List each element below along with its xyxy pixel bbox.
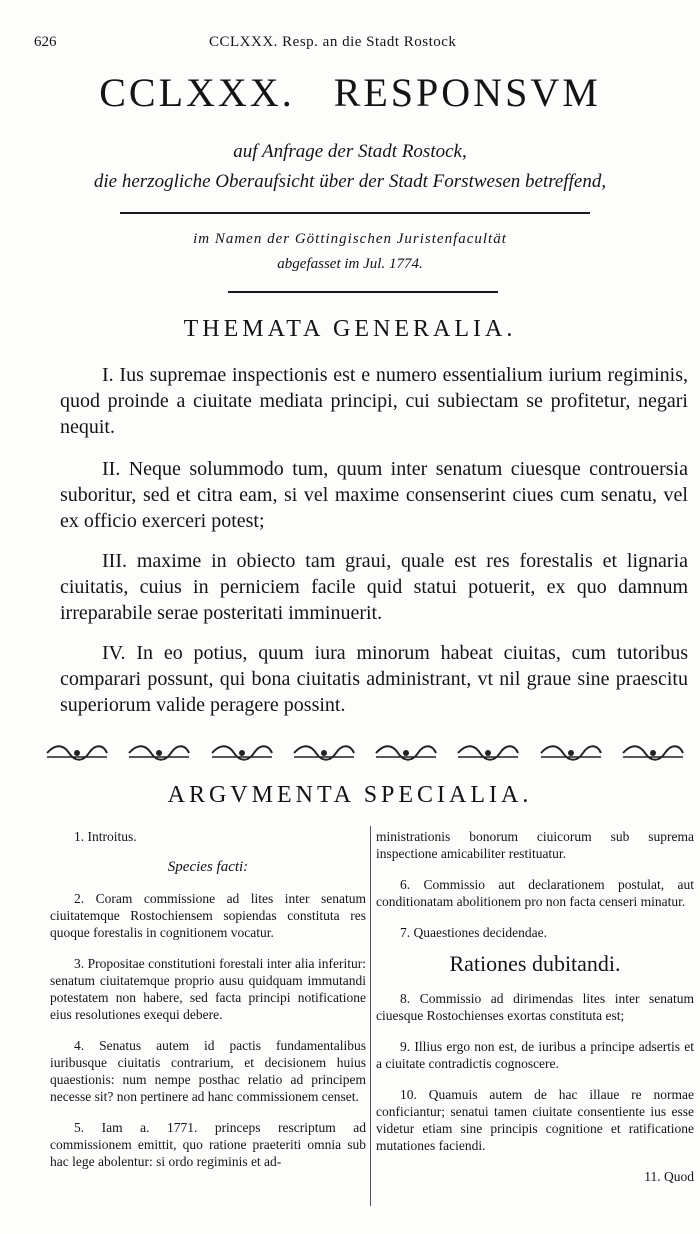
scroll-ornament-icon <box>456 742 520 764</box>
thesis-4 <box>60 640 688 718</box>
paragraph-10: 10. Quamuis autem de hac illaue re normae conficiantur; senatui tamen ciuitate consentiente ius esse videtur etiam sine principis cognitione et ratificatione mutationes faciendi. <box>376 1087 694 1153</box>
paragraph-8: 8. Commissio ad dirimendas lites inter senatum ciuesque Rostochienses exortas constituta est; <box>376 991 694 1023</box>
scroll-ornament-icon <box>45 742 109 764</box>
paragraph-9: 9. Illius ergo non est, de iuribus a principe adsertis et a ciuitate contradictis cognoscere. <box>376 1039 694 1071</box>
right-column <box>376 828 694 1185</box>
left-column <box>50 828 366 1184</box>
ornamental-border <box>45 740 685 766</box>
running-head <box>34 34 640 56</box>
scroll-ornament-icon <box>539 742 603 764</box>
paragraph-2: 2. Coram commissione ad lites inter senatum ciuitatemque Rostochiensem sopiendas constituta res quoque forestalis in cognitionem vocatur. <box>50 891 366 940</box>
thesis-1 <box>60 362 688 440</box>
thesis-number: I. <box>102 364 114 386</box>
thesis-number: IV. <box>102 642 126 664</box>
scroll-ornament-icon <box>374 742 438 764</box>
page-number: 626 <box>34 34 57 50</box>
paragraph-7: 7. Quaestiones decidendae. <box>400 925 547 940</box>
thesis-text: Neque solummodo tum, quum inter senatum ciuesque controuersia suboritur, sed et citra eam, si vel maxime consenserint ciues cum senatu, vel ex officio exerceri potest; <box>60 458 688 532</box>
argumenta-heading: ARGVMENTA SPECIALIA. <box>167 782 533 808</box>
scroll-ornament-icon <box>127 742 191 764</box>
paragraph-1: 1. Introitus. <box>74 829 137 844</box>
rationes-dubitandi-heading: Rationes dubitandi. <box>449 951 621 976</box>
scroll-ornament-icon <box>210 742 274 764</box>
thesis-text: In eo potius, quum iura minorum habeat ciuitas, cum tutoribus comparari possunt, qui bona ciuitatis administrant, vt nil graue sine praescitu superiorum valide peragere possint. <box>60 642 688 716</box>
paragraph-5: 5. Iam a. 1771. princeps rescriptum ad commissionem emittit, quo ratione praeteriti omnia sub hac lege abolentur: si ordo regiminis et ad- <box>50 1120 366 1169</box>
paragraph-6: 6. Commissio aut declarationem postulat, aut conditionatam abolitionem pro non facta censeri minatur. <box>376 877 694 909</box>
thesis-3 <box>60 548 688 626</box>
species-facti-label: Species facti: <box>167 859 249 875</box>
scroll-ornament-icon <box>292 742 356 764</box>
paragraph-4: 4. Senatus autem id pactis fundamentalibus iuribusque ciuitatis contrarium, et decisionem huius quaestionis: num nempe posthac relatio ad principem necesse sit? non pertinere ad hanc commissionem censet. <box>50 1038 366 1104</box>
catchword: 11. Quod <box>644 1169 694 1184</box>
title-rule <box>120 212 590 214</box>
thesis-2 <box>60 456 688 534</box>
thesis-text: maxime in obiecto tam graui, quale est res forestalis et lignaria ciuitatis, cuius in perniciem facile quid statui potuerit, ex quo damnum irreparabile serae posteritati imminuerit. <box>60 550 689 624</box>
thesis-text: Ius supremae inspectionis est e numero essentialium iurium regiminis, quod proinde a ciuitate mediata principi, cui subiectam se profitetur, negari nequit. <box>60 364 689 438</box>
main-title: CCLXXX. RESPONSVM <box>99 70 601 115</box>
running-title: CCLXXX. Resp. an die Stadt Rostock <box>209 34 457 50</box>
paragraph-5-continued: ministrationis bonorum ciuicorum sub suprema inspectione amicabiliter restituatur. <box>376 829 694 861</box>
themata-heading: THEMATA GENERALIA. <box>183 316 517 342</box>
subtitle-line-1: auf Anfrage der Stadt Rostock, <box>233 141 467 162</box>
thesis-number: III. <box>102 550 127 572</box>
subtitle-line-2: die herzogliche Oberaufsicht über der Stadt Forstwesen betreffend, <box>93 171 607 192</box>
date-rule <box>228 291 498 293</box>
column-divider <box>370 826 371 1206</box>
scroll-ornament-icon <box>621 742 685 764</box>
faculty-line: im Namen der Göttingischen Juristenfacultät <box>193 231 507 247</box>
paragraph-3: 3. Propositae constitutioni forestali inter alia inferitur: senatum ciuitatemque proprio ausu quidquam immutandi potestatem non habere, sed facta principi notificatione eius resolutiones exequi debere. <box>50 956 366 1022</box>
date-line: abgefasset im Jul. 1774. <box>277 256 423 272</box>
thesis-number: II. <box>102 458 121 480</box>
